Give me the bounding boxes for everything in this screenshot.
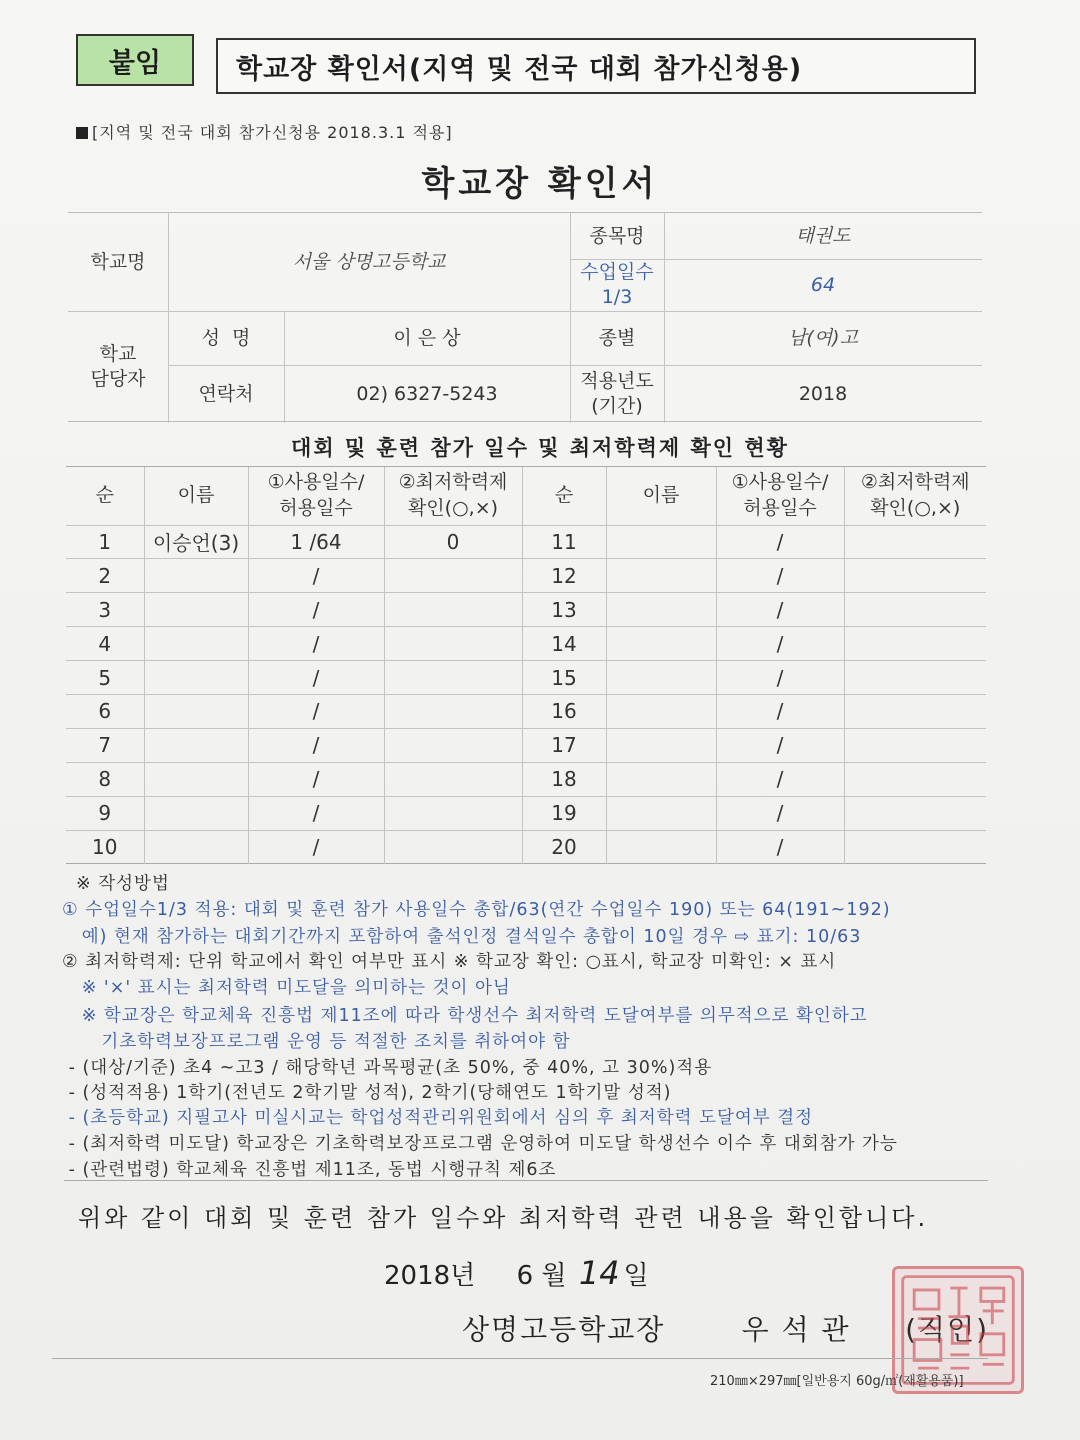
row-grade bbox=[384, 762, 522, 796]
row-no: 20 bbox=[522, 830, 606, 864]
row-no: 15 bbox=[522, 661, 606, 695]
row-grade bbox=[384, 559, 522, 593]
row-grade bbox=[844, 593, 986, 627]
row-grade bbox=[844, 525, 986, 559]
row-grade bbox=[844, 694, 986, 728]
row-name bbox=[606, 694, 716, 728]
row-days: / bbox=[248, 559, 384, 593]
note-line: - (관련법령) 학교체육 진흥법 제11조, 동법 시행규칙 제6조 bbox=[62, 1160, 557, 1180]
table-row bbox=[66, 830, 986, 864]
table-row bbox=[66, 762, 986, 796]
note-line: ※ '×' 표시는 최저학력 미도달을 의미하는 것이 아님 bbox=[62, 978, 511, 998]
row-grade bbox=[844, 627, 986, 661]
divider bbox=[52, 1358, 988, 1359]
row-name bbox=[144, 694, 248, 728]
row-no: 2 bbox=[66, 559, 144, 593]
note-line: ② 최저학력제: 단위 학교에서 확인 여부만 표시 ※ 학교장 확인: ○표시, 학교장 미확인: × 표시 bbox=[62, 952, 837, 972]
header-name: 이름 bbox=[606, 467, 716, 525]
row-days: / bbox=[248, 593, 384, 627]
attachment-badge: 붙임 bbox=[76, 34, 194, 86]
header-days-line2: 허용일수 bbox=[743, 496, 817, 519]
staff-label bbox=[68, 311, 168, 423]
class-days-label-line2: 1/3 bbox=[601, 286, 633, 308]
header-days bbox=[248, 467, 384, 525]
row-days: / bbox=[248, 627, 384, 661]
table-row bbox=[66, 694, 986, 728]
row-name bbox=[606, 525, 716, 559]
row-days: / bbox=[716, 728, 844, 762]
name-value: 이 은 상 bbox=[393, 326, 461, 349]
class-days-label-line1: 수업일수 bbox=[580, 261, 654, 284]
row-name bbox=[144, 593, 248, 627]
date-month: 6 월 bbox=[516, 1261, 567, 1291]
row-name bbox=[606, 661, 716, 695]
header-days-line1: ①사용일수/ bbox=[267, 471, 365, 494]
banner-title: 학교장 확인서(지역 및 전국 대회 참가신청용) bbox=[216, 38, 976, 94]
year-label-line1: 적용년도 bbox=[580, 370, 654, 393]
signer-name: 우 석 관 bbox=[741, 1313, 851, 1346]
date-year: 2018년 bbox=[384, 1261, 476, 1291]
row-grade bbox=[384, 661, 522, 695]
header-grade-line2: 확인(○,×) bbox=[870, 496, 961, 519]
date-day-suffix: 일 bbox=[623, 1261, 649, 1291]
row-days: / bbox=[716, 559, 844, 593]
contact-label: 연락처 bbox=[198, 382, 254, 405]
row-no: 12 bbox=[522, 559, 606, 593]
row-days: / bbox=[716, 593, 844, 627]
header-grade-line1: ②최저학력제 bbox=[398, 471, 508, 494]
confirmation-text: 위와 같이 대회 및 훈련 참가 일수와 최저학력 관련 내용을 확인합니다. bbox=[78, 1204, 929, 1232]
document-title: 학교장 확인서 bbox=[421, 164, 659, 204]
row-days: / bbox=[716, 525, 844, 559]
row-no: 3 bbox=[66, 593, 144, 627]
divider bbox=[64, 1180, 988, 1181]
header-days bbox=[716, 467, 844, 525]
note-line: - (성적적용) 1학기(전년도 2학기말 성적), 2학기(당해연도 1학기말 성적) bbox=[62, 1083, 672, 1103]
header-name: 이름 bbox=[144, 467, 248, 525]
section-title: 대회 및 훈련 참가 일수 및 최저학력제 확인 현황 bbox=[291, 436, 789, 460]
header-grade bbox=[844, 467, 986, 525]
table-row bbox=[66, 796, 986, 830]
row-grade bbox=[384, 627, 522, 661]
note-line: - (대상/기준) 초4 ~고3 / 해당학년 과목평균(초 50%, 중 40%, 고 30%)적용 bbox=[62, 1058, 713, 1078]
header-grade bbox=[384, 467, 522, 525]
row-grade bbox=[384, 593, 522, 627]
row-grade bbox=[844, 728, 986, 762]
name-label: 성 명 bbox=[201, 326, 251, 349]
row-no: 6 bbox=[66, 694, 144, 728]
class-days-label bbox=[570, 259, 664, 311]
table-row bbox=[66, 525, 986, 559]
note-line: - (최저학력 미도달) 학교장은 기초학력보장프로그램 운영하여 미도달 학생선수 이수 후 대회참가 가능 bbox=[62, 1134, 898, 1154]
row-name bbox=[144, 627, 248, 661]
note-line: - (초등학교) 지필고사 미실시교는 학업성적관리위원회에서 심의 후 최저학력 도달여부 결정 bbox=[62, 1108, 814, 1128]
row-days: 1 /64 bbox=[248, 525, 384, 559]
row-no: 11 bbox=[522, 525, 606, 559]
info-table bbox=[68, 212, 982, 422]
row-days: / bbox=[248, 728, 384, 762]
school-name-label: 학교명 bbox=[90, 250, 146, 273]
class-days-value: 64 bbox=[810, 273, 836, 296]
table-row bbox=[66, 728, 986, 762]
sport-label: 종목명 bbox=[589, 224, 645, 247]
row-no: 1 bbox=[66, 525, 144, 559]
contact-value: 02) 6327-5243 bbox=[356, 382, 498, 405]
subnote-text: [지역 및 전국 대회 참가신청용 2018.3.1 적용] bbox=[92, 123, 453, 142]
row-days: / bbox=[248, 762, 384, 796]
row-name bbox=[144, 796, 248, 830]
gender-value: 남(여)고 bbox=[788, 326, 858, 349]
row-days: / bbox=[716, 627, 844, 661]
row-name bbox=[144, 661, 248, 695]
row-grade bbox=[844, 830, 986, 864]
table-row bbox=[66, 593, 986, 627]
row-no: 9 bbox=[66, 796, 144, 830]
row-no: 19 bbox=[522, 796, 606, 830]
row-name bbox=[606, 728, 716, 762]
note-line: 기초학력보장프로그램 운영 등 적절한 조치를 취하여야 함 bbox=[62, 1032, 571, 1052]
row-no: 4 bbox=[66, 627, 144, 661]
row-name bbox=[606, 559, 716, 593]
table-row bbox=[66, 627, 986, 661]
row-grade bbox=[844, 559, 986, 593]
header-days-line2: 허용일수 bbox=[279, 496, 353, 519]
row-no: 16 bbox=[522, 694, 606, 728]
row-no: 14 bbox=[522, 627, 606, 661]
year-label-line2: (기간) bbox=[591, 395, 643, 417]
row-name: 이승언(3) bbox=[144, 525, 248, 559]
row-name bbox=[606, 762, 716, 796]
header-no: 순 bbox=[66, 467, 144, 525]
table-row bbox=[66, 559, 986, 593]
note-line: ※ 학교장은 학교체육 진흥법 제11조에 따라 학생선수 최저학력 도달여부를 의무적으로 확인하고 bbox=[62, 1006, 868, 1026]
notes-heading: ※ 작성방법 bbox=[76, 874, 170, 894]
row-days: / bbox=[248, 694, 384, 728]
row-grade bbox=[384, 694, 522, 728]
row-no: 10 bbox=[66, 830, 144, 864]
sport-value: 태권도 bbox=[795, 224, 851, 247]
year-value: 2018 bbox=[798, 382, 848, 405]
row-days: / bbox=[248, 830, 384, 864]
row-days: / bbox=[716, 762, 844, 796]
staff-label-line1: 학교 bbox=[99, 343, 137, 366]
row-name bbox=[606, 830, 716, 864]
row-name bbox=[606, 627, 716, 661]
note-line: 예) 현재 참가하는 대회기간까지 포함하여 출석인정 결석일수 총합이 10일 경우 ⇨ 표기: 10/63 bbox=[62, 927, 862, 947]
row-days: / bbox=[716, 661, 844, 695]
row-days: / bbox=[716, 694, 844, 728]
row-days: / bbox=[248, 796, 384, 830]
date-day: 14 bbox=[578, 1254, 620, 1292]
row-no: 5 bbox=[66, 661, 144, 695]
row-grade bbox=[384, 830, 522, 864]
square-bullet-icon bbox=[76, 127, 88, 139]
row-no: 7 bbox=[66, 728, 144, 762]
row-no: 17 bbox=[522, 728, 606, 762]
row-name bbox=[606, 796, 716, 830]
row-name bbox=[144, 762, 248, 796]
participation-table bbox=[66, 466, 986, 864]
header-no: 순 bbox=[522, 467, 606, 525]
date bbox=[384, 1254, 649, 1292]
header-grade-line2: 확인(○,×) bbox=[407, 496, 499, 519]
table-header-row bbox=[66, 467, 986, 525]
row-grade bbox=[844, 796, 986, 830]
year-label bbox=[570, 365, 664, 423]
subnote bbox=[76, 120, 453, 143]
row-grade bbox=[384, 796, 522, 830]
school-name-value: 서울 상명고등학교 bbox=[292, 250, 446, 273]
row-name bbox=[144, 559, 248, 593]
header-days-line1: ①사용일수/ bbox=[731, 471, 829, 494]
row-no: 18 bbox=[522, 762, 606, 796]
row-name bbox=[606, 593, 716, 627]
row-grade bbox=[844, 661, 986, 695]
seal-label: (직인) bbox=[905, 1313, 990, 1346]
row-days: / bbox=[716, 796, 844, 830]
staff-label-line2: 담당자 bbox=[90, 368, 146, 390]
row-no: 13 bbox=[522, 593, 606, 627]
row-grade bbox=[384, 728, 522, 762]
header-grade-line1: ②최저학력제 bbox=[860, 471, 970, 494]
row-name bbox=[144, 830, 248, 864]
row-grade: 0 bbox=[384, 525, 522, 559]
row-grade bbox=[844, 762, 986, 796]
gender-label: 종별 bbox=[598, 326, 636, 349]
row-days: / bbox=[716, 830, 844, 864]
row-no: 8 bbox=[66, 762, 144, 796]
paper-spec: 210㎜×297㎜[일반용지 60g/㎡(재활용품)] bbox=[710, 1374, 964, 1389]
table-row bbox=[66, 661, 986, 695]
signer-title: 상명고등학교장 bbox=[462, 1313, 666, 1346]
row-name bbox=[144, 728, 248, 762]
note-line: ① 수업일수1/3 적용: 대회 및 훈련 참가 사용일수 총합/63(연간 수업일수 190) 또는 64(191~192) bbox=[62, 900, 891, 920]
row-days: / bbox=[248, 661, 384, 695]
